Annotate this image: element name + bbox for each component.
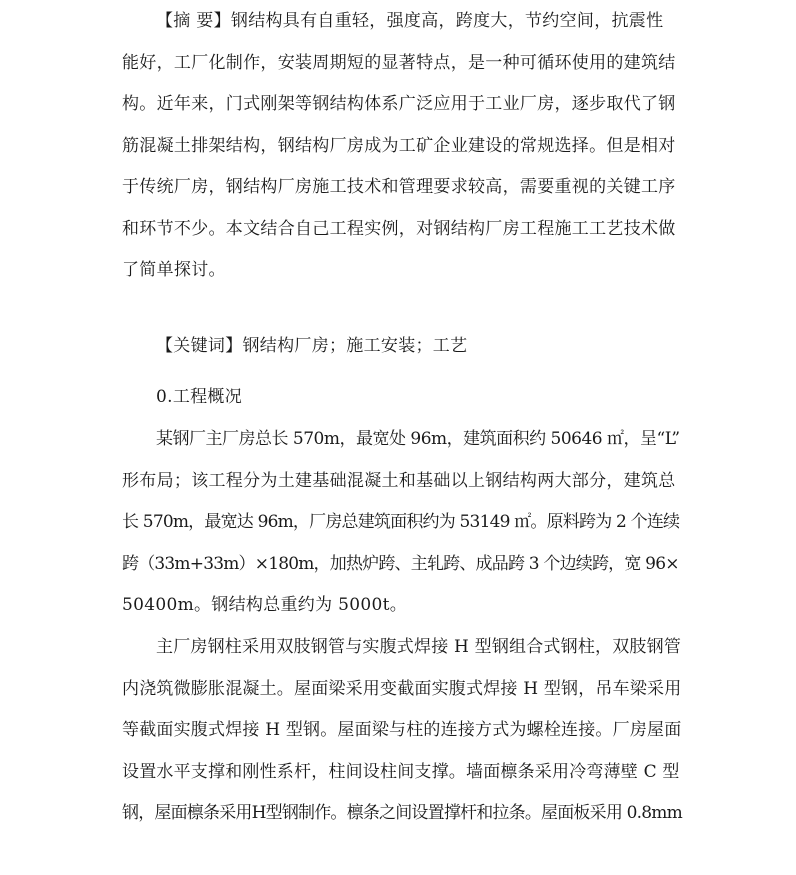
- overview-line: 50400m。钢结构总重约为 5000t。: [122, 595, 407, 615]
- overview-paragraph: [122, 419, 682, 627]
- abstract-paragraph: [122, 1, 682, 292]
- columns-paragraph: [122, 627, 682, 835]
- section-heading-text: 0.工程概况: [156, 387, 243, 407]
- overview-line: 形布局；该工程分为土建基础混凝土和基础以上钢结构两大部分，建筑总: [122, 470, 676, 491]
- abstract-line: 筋混凝土排架结构，钢结构厂房成为工矿企业建设的常规选择。但是相对: [122, 135, 676, 156]
- abstract-line: 能好，工厂化制作，安装周期短的显著特点，是一种可循环使用的建筑结: [122, 52, 676, 73]
- abstract-line: 了简单探讨。: [122, 260, 226, 280]
- abstract-line: 于传统厂房，钢结构厂房施工技术和管理要求较高，需要重视的关键工序: [122, 177, 676, 197]
- abstract-line: 构。近年来，门式刚架等钢结构体系广泛应用于工业厂房，逐步取代了钢: [122, 94, 676, 114]
- columns-line: 主厂房钢柱采用双肢钢管与实腹式焊接 H 型钢组合式钢柱，双肢钢管: [156, 637, 682, 657]
- overview-line: 跨（33m+33m）×180m，加热炉跨、主轧跨、成品跨 3 个边续跨，宽 96×: [122, 553, 679, 574]
- columns-line: 设置水平支撑和刚性系杆，柱间设柱间支撑。墙面檩条采用冷弯薄壁 C 型: [122, 761, 680, 782]
- keywords-line: 【关键词】钢结构厂房；施工安装；工艺: [156, 336, 468, 356]
- section-heading: [122, 377, 682, 419]
- keywords-paragraph: [122, 326, 682, 368]
- columns-line: 钢，屋面檩条采用H型钢制作。檩条之间设置撑杆和拉条。屋面板采用 0.8mm: [122, 803, 682, 823]
- columns-line: 内浇筑微膨胀混凝土。屋面梁采用变截面实腹式焊接 H 型钢，吊车梁采用: [122, 678, 682, 699]
- abstract-line: 和环节不少。本文结合自己工程实例，对钢结构厂房工程施工工艺技术做: [122, 218, 676, 239]
- columns-line: 等截面实腹式焊接 H 型钢。屋面梁与柱的连接方式为螺栓连接。厂房屋面: [122, 720, 682, 740]
- overview-line: 某钢厂主厂房总长 570m，最宽处 96m，建筑面积约 50646 ㎡，呈“L”: [156, 429, 680, 449]
- abstract-line: 【摘 要】钢结构具有自重轻，强度高，跨度大，节约空间，抗震性: [156, 11, 664, 31]
- overview-line: 长 570m，最宽达 96m，厂房总建筑面积约为 53149 ㎡。原料跨为 2 个连续: [122, 512, 680, 532]
